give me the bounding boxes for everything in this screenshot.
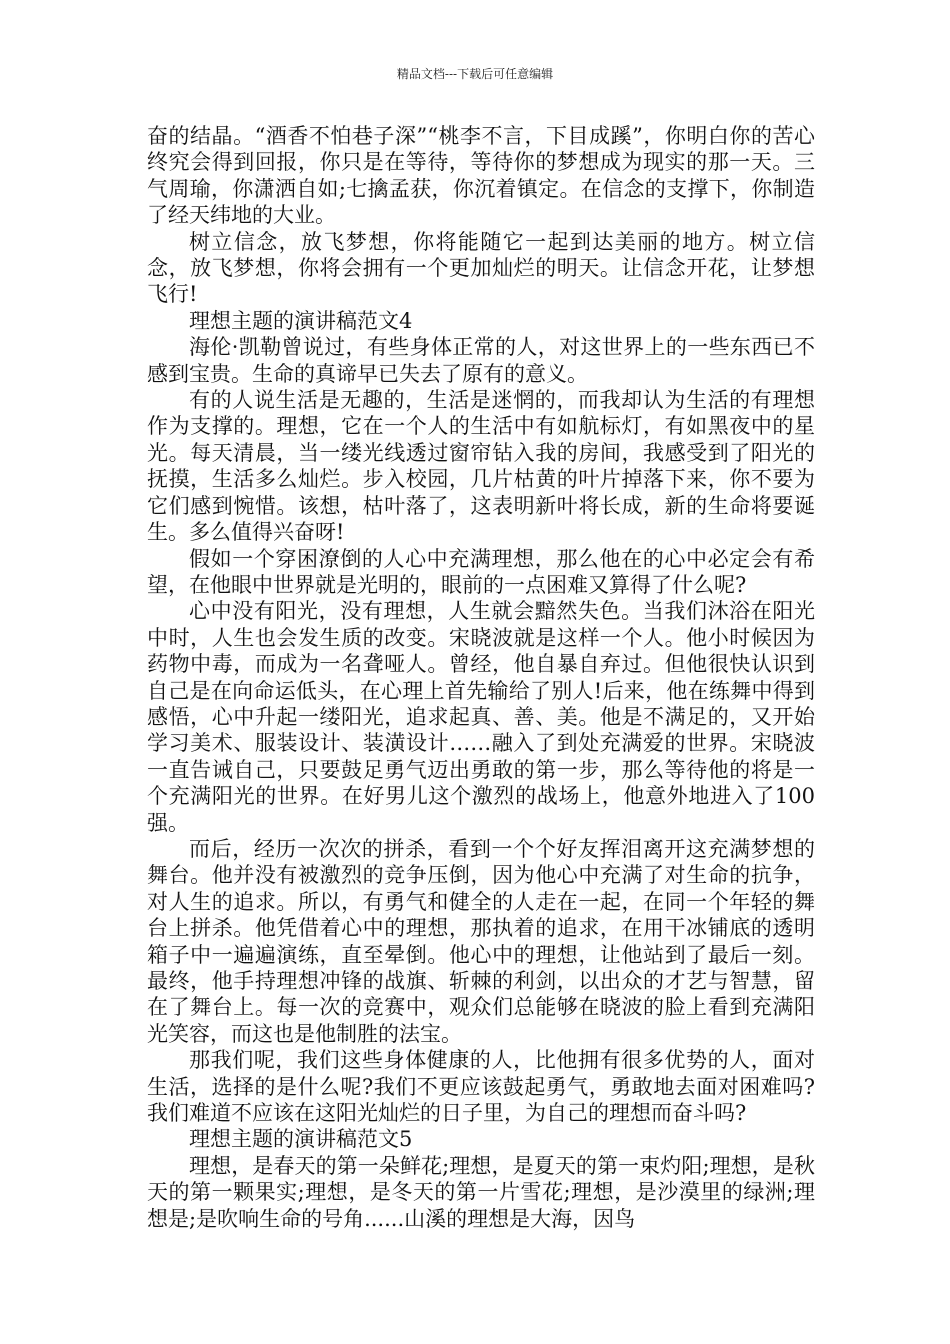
page-header: 精品文档---下载后可任意编辑 [396,67,554,81]
paragraph: 海伦·凯勒曾说过，有些身体正常的人，对这世界上的一些东西已不感到宝贵。生命的真谛早已失去了原有的意义。 [147,335,815,386]
paragraph-continuation: 奋的结晶。“酒香不怕巷子深”“桃李不言，下目成蹊”，你明白你的苦心终究会得到回报，你只是在等待，等待你的梦想成为现实的那一天。三气周瑜，你潇洒自如;七擒孟获，你沉着镇定。在信念的支撑下，你制造了经天纬地的大业。 [147,124,815,228]
paragraph: 心中没有阳光，没有理想，人生就会黯然失色。当我们沐浴在阳光中时，人生也会发生质的改变。宋晓波就是这样一个人。他小时候因为药物中毒，而成为一名聋哑人。曾经，他自暴自弃过。但他很快认识到自己是在向命运低头，在心理上首先输给了别人!后来，他在练舞中得到感悟，心中升起一缕阳光，追求起真、善、美。他是不满足的，又开始学习美术、服装设计、装潢设计……融入了到处充满爱的世界。宋晓波一直告诫自己，只要鼓足勇气迈出勇敢的第一步，那么等待他的将是一个充满阳光的世界。在好男儿这个激烈的战场上，他意外地进入了100强。 [147,599,815,835]
paragraph: 而后，经历一次次的拼杀，看到一个个好友挥泪离开这充满梦想的舞台。他并没有被激烈的竞争压倒，因为他心中充满了对生命的抗争，对人生的追求。所以，有勇气和健全的人走在一起，在同一个年轻的舞台上拼杀。他凭借着心中的理想，那执着的追求，在用干冰铺底的透明箱子中一遍遍演练，直至晕倒。他心中的理想，让他站到了最后一刻。最终，他手持理想冲锋的战旗、斩棘的利剑，以出众的才艺与智慧，留在了舞台上。每一次的竞赛中，观众们总能够在晓波的脸上看到充满阳光笑容，而这也是他制胜的法宝。 [147,836,815,1046]
paragraph: 有的人说生活是无趣的，生活是迷惘的，而我却认为生活的有理想作为支撑的。理想，它在一个人的生活中有如航标灯，有如黑夜中的星光。每天清晨，当一缕光线透过窗帘钻入我的房间，我感受到了阳光的抚摸，生活多么灿烂。步入校园，几片枯黄的叶片掉落下来，你不要为它们感到惋惜。该想，枯叶落了，这表明新叶将长成，新的生命将要诞生。多么值得兴奋呀! [147,388,815,545]
section-heading: 理想主题的演讲稿范文4 [189,308,413,333]
paragraph: 那我们呢，我们这些身体健康的人，比他拥有很多优势的人，面对生活，选择的是什么呢?我们不更应该鼓起勇气，勇敢地去面对困难吗?我们难道不应该在这阳光灿烂的日子里，为自己的理想而奋斗吗? [147,1048,815,1126]
paragraph: 树立信念，放飞梦想，你将能随它一起到达美丽的地方。树立信念，放飞梦想，你将会拥有一个更加灿烂的明天。让信念开花，让梦想飞行! [147,229,815,307]
section-heading: 理想主题的演讲稿范文5 [189,1127,413,1152]
paragraph: 理想，是春天的第一朵鲜花;理想，是夏天的第一束灼阳;理想，是秋天的第一颗果实;理想，是冬天的第一片雪花;理想，是沙漠里的绿洲;理想是;是吹响生命的号角......山溪的理想是大海，因鸟 [147,1153,815,1231]
paragraph: 假如一个穿困潦倒的人心中充满理想，那么他在的心中必定会有希望，在他眼中世界就是光明的，眼前的一点困难又算得了什么呢? [147,546,815,597]
document-body [147,123,815,1232]
